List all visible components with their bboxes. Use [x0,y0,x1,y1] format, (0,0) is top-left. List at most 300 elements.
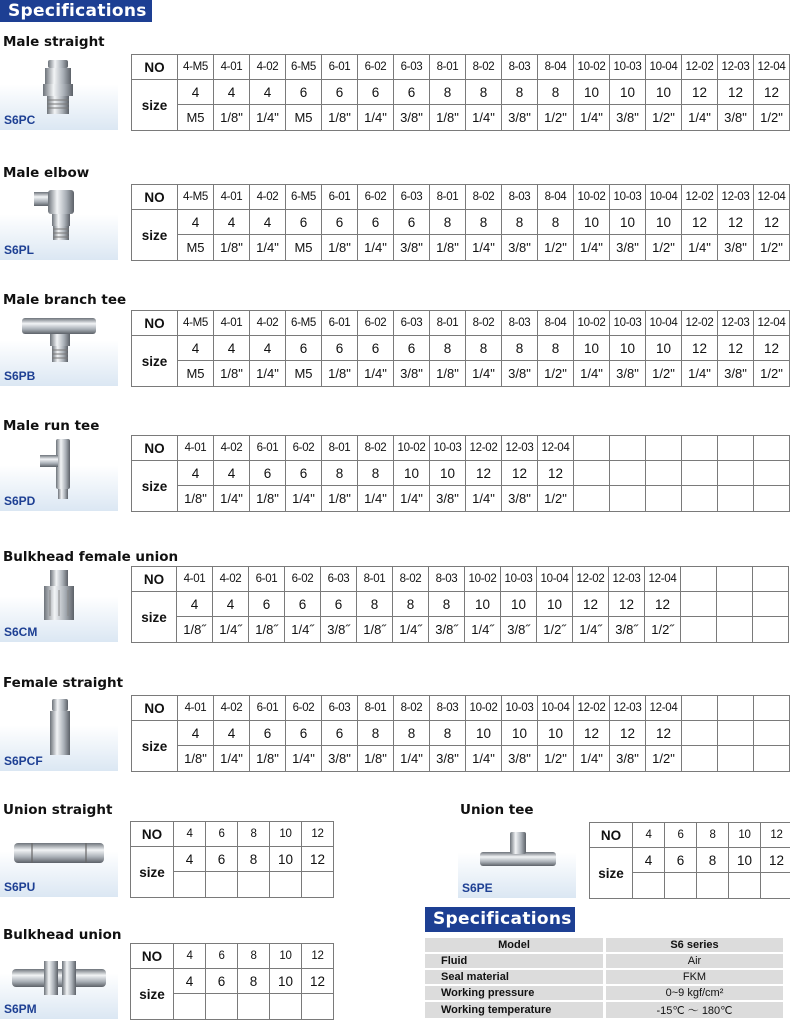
no-cell [610,436,646,461]
no-cell: 12-03 [718,311,754,336]
size-cell: 10 [729,848,761,873]
dim-cell: 1/4" [250,105,286,131]
size-cell [574,461,610,486]
dim-cell: 1/4" [682,361,718,387]
size-cell: 12 [754,336,790,361]
dim-cell [729,873,761,899]
size-table-s6pe [589,822,790,899]
no-cell: 8-01 [322,436,358,461]
no-cell [754,696,790,721]
size-label: size [131,847,174,898]
no-cell: 6-01 [250,696,286,721]
no-cell: 12-03 [718,55,754,80]
size-cell: 12 [502,461,538,486]
size-cell [682,721,718,746]
section-title-s6pl: Male elbow [3,165,90,181]
dim-cell: M5 [178,105,214,131]
size-table-s6pc [131,54,790,131]
no-cell: 6 [665,823,697,848]
dim-cell: 3/8" [394,361,430,387]
dim-cell: 1/4" [250,235,286,261]
dim-cell [682,746,718,772]
size-cell: 4 [214,210,250,235]
size-cell: 10 [502,721,538,746]
size-cell: 6 [358,210,394,235]
size-cell: 8 [502,210,538,235]
product-thumbnail-s6pb [0,310,118,386]
dim-cell: 1/4" [574,361,610,387]
dim-cell [238,994,270,1020]
size-cell: 8 [393,592,429,617]
dim-cell: 1/4" [466,486,502,512]
size-cell: 8 [466,80,502,105]
no-cell: 6-02 [358,55,394,80]
table-row-size [132,461,790,486]
dim-cell: 1/4" [358,486,394,512]
no-cell: 10-03 [610,55,646,80]
no-cell: 10-04 [538,696,574,721]
table-row-no [590,823,790,848]
no-cell: 4-M5 [178,311,214,336]
no-cell: 12 [761,823,790,848]
no-label: NO [132,311,178,336]
no-cell: 12-02 [574,696,610,721]
no-cell: 4-01 [214,185,250,210]
size-cell: 10 [610,336,646,361]
size-cell: 12 [538,461,574,486]
no-cell: 10-02 [574,185,610,210]
size-label: size [590,848,633,899]
size-cell: 6 [286,336,322,361]
size-cell: 4 [214,721,250,746]
size-cell: 4 [177,592,213,617]
dim-cell [174,994,206,1020]
dim-cell: 1/4˝ [285,617,321,643]
no-cell: 6-M5 [286,185,322,210]
dim-cell: 3/8" [610,105,646,131]
spec-key: Working temperature [425,1002,603,1018]
no-cell: 6-M5 [286,55,322,80]
table-row-no [132,567,789,592]
size-cell: 10 [574,336,610,361]
size-cell: 8 [538,80,574,105]
dim-cell: 1/8˝ [357,617,393,643]
size-cell: 8 [430,336,466,361]
product-thumbnail-s6pc [0,54,118,130]
dim-cell: 1/8" [250,746,286,772]
no-cell: 8-04 [538,185,574,210]
product-code-s6pe: S6PE [462,881,493,895]
dim-cell: 3/8˝ [429,617,465,643]
size-cell: 8 [430,210,466,235]
dim-cell: 1/8" [430,235,466,261]
size-cell: 8 [538,210,574,235]
dim-cell: 1/4" [250,361,286,387]
table-row-dim [132,486,790,512]
no-cell: 8-01 [430,311,466,336]
size-cell: 12 [754,210,790,235]
spec-header-row [425,938,783,952]
no-cell: 8-02 [466,311,502,336]
dim-cell: 1/2" [538,746,574,772]
dim-cell: 3/8" [394,105,430,131]
size-cell: 10 [465,592,501,617]
no-cell [646,436,682,461]
dim-cell: 3/8" [430,486,466,512]
size-cell: 12 [761,848,790,873]
size-table-s6pl [131,184,790,261]
no-cell: 10 [270,944,302,969]
dim-cell: 1/2˝ [537,617,573,643]
size-cell: 10 [574,210,610,235]
size-label: size [132,721,178,772]
no-cell: 12-03 [502,436,538,461]
no-cell: 6-03 [321,567,357,592]
size-cell [610,461,646,486]
no-cell: 4 [174,944,206,969]
dim-cell [682,486,718,512]
size-cell [718,721,754,746]
no-label: NO [132,55,178,80]
size-cell: 6 [286,210,322,235]
dim-cell: 1/4" [574,746,610,772]
product-thumbnail-s6pu [0,821,118,897]
size-cell: 10 [537,592,573,617]
dim-cell: 1/4" [358,105,394,131]
dim-cell [238,872,270,898]
no-cell: 8 [697,823,729,848]
product-code-s6pc: S6PC [4,113,36,127]
no-cell: 12 [302,944,334,969]
section-title-s6pd: Male run tee [3,418,100,434]
size-cell: 8 [358,461,394,486]
no-cell: 10-03 [610,185,646,210]
size-cell: 4 [174,847,206,872]
no-cell: 4-02 [250,55,286,80]
spec-key: Fluid [425,954,603,968]
size-cell: 8 [394,721,430,746]
product-thumbnail-s6pe [458,822,576,898]
no-cell: 6-03 [394,55,430,80]
no-cell: 6-02 [358,185,394,210]
size-cell: 6 [665,848,697,873]
no-cell: 12-03 [610,696,646,721]
size-cell: 4 [214,461,250,486]
dim-cell: M5 [178,361,214,387]
spec-value: Air [603,954,783,968]
dim-cell: 3/8" [502,746,538,772]
dim-cell: 3/8" [718,235,754,261]
dim-cell [633,873,665,899]
size-cell: 12 [302,969,334,994]
dim-cell: 3/8˝ [321,617,357,643]
no-cell: 6-02 [358,311,394,336]
no-cell: 12-04 [645,567,681,592]
dim-cell: 1/8˝ [177,617,213,643]
no-cell: 10-02 [574,55,610,80]
no-cell [718,436,754,461]
dim-cell: 1/8" [430,361,466,387]
table-row-dim [132,361,790,387]
dim-cell: 1/4" [682,235,718,261]
no-cell: 10-02 [574,311,610,336]
dim-cell: 1/4" [358,361,394,387]
dim-cell [610,486,646,512]
size-cell: 6 [394,210,430,235]
size-cell: 4 [250,80,286,105]
specifications-table [425,936,783,1020]
table-row-no [132,311,790,336]
section-title-s6pc: Male straight [3,34,105,50]
no-cell: 8-03 [502,55,538,80]
dim-cell [270,872,302,898]
dim-cell: 1/2" [646,361,682,387]
size-cell: 4 [213,592,249,617]
size-cell: 10 [574,80,610,105]
dim-cell: 1/4" [574,105,610,131]
product-code-s6cm: S6CM [4,625,38,639]
no-cell: 10-04 [646,55,682,80]
size-label: size [132,80,178,131]
dim-cell: 1/8" [322,361,358,387]
no-cell: 10 [729,823,761,848]
size-cell: 8 [430,721,466,746]
no-cell: 4-M5 [178,55,214,80]
no-cell [718,696,754,721]
table-row-size [590,848,790,873]
no-cell: 4 [633,823,665,848]
dim-cell: M5 [286,361,322,387]
dim-cell: 1/4" [214,746,250,772]
size-cell: 12 [754,80,790,105]
no-cell: 8 [238,944,270,969]
male-branch-tee-fitting-icon [0,310,118,374]
dim-cell: 3/8" [430,746,466,772]
size-cell: 6 [249,592,285,617]
dim-cell: 1/8" [322,235,358,261]
size-cell: 12 [610,721,646,746]
dim-cell: 1/4" [466,235,502,261]
no-cell: 12-02 [573,567,609,592]
no-cell: 12-04 [754,185,790,210]
no-cell: 8 [238,822,270,847]
dim-cell [574,486,610,512]
no-cell: 8-02 [466,185,502,210]
dim-cell [206,994,238,1020]
size-table-s6pcf [131,695,790,772]
dim-cell: 3/8˝ [501,617,537,643]
size-cell: 10 [538,721,574,746]
dim-cell: 1/2" [754,105,790,131]
product-code-s6pb: S6PB [4,369,36,383]
section-title-s6pu: Union straight [3,802,113,818]
no-cell: 4-02 [250,185,286,210]
table-row-no [132,185,790,210]
size-label: size [132,592,177,643]
dim-cell [302,994,334,1020]
dim-cell: M5 [286,105,322,131]
size-cell: 12 [302,847,334,872]
no-cell: 12-04 [754,55,790,80]
size-cell: 8 [358,721,394,746]
product-code-s6pcf: S6PCF [4,754,43,768]
size-cell: 12 [682,80,718,105]
dim-cell: 1/8" [430,105,466,131]
dim-cell: 1/8" [322,486,358,512]
table-row-no [132,436,790,461]
no-cell: 10-04 [646,185,682,210]
no-cell: 8-03 [502,311,538,336]
dim-cell: 1/2" [754,235,790,261]
no-cell: 6-03 [322,696,358,721]
product-thumbnail-s6pcf [0,695,118,771]
spec-value: FKM [603,970,783,984]
dim-cell: 1/8" [214,105,250,131]
dim-cell: M5 [286,235,322,261]
dim-cell: 1/4˝ [465,617,501,643]
size-cell [681,592,717,617]
no-cell: 6-01 [322,55,358,80]
no-cell: 8-04 [538,311,574,336]
size-cell [682,461,718,486]
no-cell: 6-01 [322,185,358,210]
no-cell: 8-02 [358,436,394,461]
table-row-size [132,80,790,105]
size-cell: 6 [394,336,430,361]
no-cell: 10-04 [537,567,573,592]
product-thumbnail-s6pm [0,943,118,1019]
no-cell [682,436,718,461]
size-cell: 8 [429,592,465,617]
no-cell: 4-01 [178,436,214,461]
size-cell: 8 [430,80,466,105]
dim-cell: 3/8" [322,746,358,772]
size-cell: 6 [322,721,358,746]
no-cell: 8-02 [466,55,502,80]
size-cell: 12 [718,80,754,105]
no-cell: 10-03 [430,436,466,461]
specifications-banner: Specifications [0,0,152,22]
size-cell [753,592,789,617]
no-cell: 6-01 [322,311,358,336]
no-cell: 4-02 [214,436,250,461]
no-cell [753,567,789,592]
size-cell: 12 [466,461,502,486]
size-cell: 6 [322,80,358,105]
dim-cell: 3/8" [610,361,646,387]
no-cell: 10-04 [646,311,682,336]
size-cell: 8 [538,336,574,361]
size-label: size [131,969,174,1020]
bulkhead-union-fitting-icon [0,943,118,1007]
size-cell: 6 [321,592,357,617]
spec-key: Seal material [425,970,603,984]
dim-cell: 1/2" [646,746,682,772]
size-cell: 6 [285,592,321,617]
no-cell: 6-01 [250,436,286,461]
no-cell: 12-03 [718,185,754,210]
no-cell: 6-03 [394,185,430,210]
table-row-dim [132,105,790,131]
no-cell [681,567,717,592]
size-label: size [132,336,178,387]
table-row-size [132,210,790,235]
section-title-s6pb: Male branch tee [3,292,127,308]
dim-cell: 1/8" [250,486,286,512]
size-cell: 4 [174,969,206,994]
no-cell: 6-02 [285,567,321,592]
size-cell: 12 [574,721,610,746]
no-cell: 10-03 [610,311,646,336]
size-cell: 12 [682,210,718,235]
size-cell: 6 [358,336,394,361]
size-cell: 4 [214,80,250,105]
dim-cell [697,873,729,899]
no-cell: 4-M5 [178,185,214,210]
no-label: NO [590,823,633,848]
dim-cell: 3/8" [502,486,538,512]
product-thumbnail-s6pd [0,435,118,511]
size-cell: 4 [250,336,286,361]
section-title-s6pcf: Female straight [3,675,124,691]
size-cell: 6 [286,461,322,486]
dim-cell: 1/4" [682,105,718,131]
dim-cell: 1/2" [538,105,574,131]
size-cell: 10 [501,592,537,617]
male-elbow-fitting-icon [0,184,118,248]
union-tee-fitting-icon [458,822,576,886]
dim-cell: 1/4" [574,235,610,261]
size-cell: 10 [270,847,302,872]
size-cell: 10 [610,210,646,235]
size-cell [754,721,790,746]
dim-cell: 1/4" [394,486,430,512]
table-row-dim [132,235,790,261]
size-cell: 4 [214,336,250,361]
size-cell: 6 [206,847,238,872]
no-cell: 6-03 [394,311,430,336]
bulkhead-female-union-icon [0,566,118,630]
dim-cell: 1/4" [394,746,430,772]
dim-cell: 1/4" [286,746,322,772]
size-cell: 6 [250,461,286,486]
size-cell: 4 [178,721,214,746]
size-cell: 4 [250,210,286,235]
size-cell: 4 [178,461,214,486]
no-cell: 12-02 [682,55,718,80]
no-cell: 12-04 [646,696,682,721]
section-title-s6pe: Union tee [460,802,534,818]
no-cell: 6 [206,822,238,847]
no-cell: 4-01 [214,55,250,80]
dim-cell [718,486,754,512]
no-cell: 6 [206,944,238,969]
dim-cell [665,873,697,899]
no-cell: 8-01 [430,55,466,80]
dim-cell: 1/4" [286,486,322,512]
size-cell: 8 [466,210,502,235]
size-cell: 8 [502,80,538,105]
size-cell: 8 [357,592,393,617]
size-cell: 10 [646,336,682,361]
dim-cell: 1/4" [466,746,502,772]
dim-cell: M5 [178,235,214,261]
dim-cell: 1/4˝ [573,617,609,643]
size-label: size [132,210,178,261]
size-cell: 6 [286,721,322,746]
spec-value: 0~9 kgf/cm² [603,986,783,1000]
dim-cell: 1/4˝ [213,617,249,643]
